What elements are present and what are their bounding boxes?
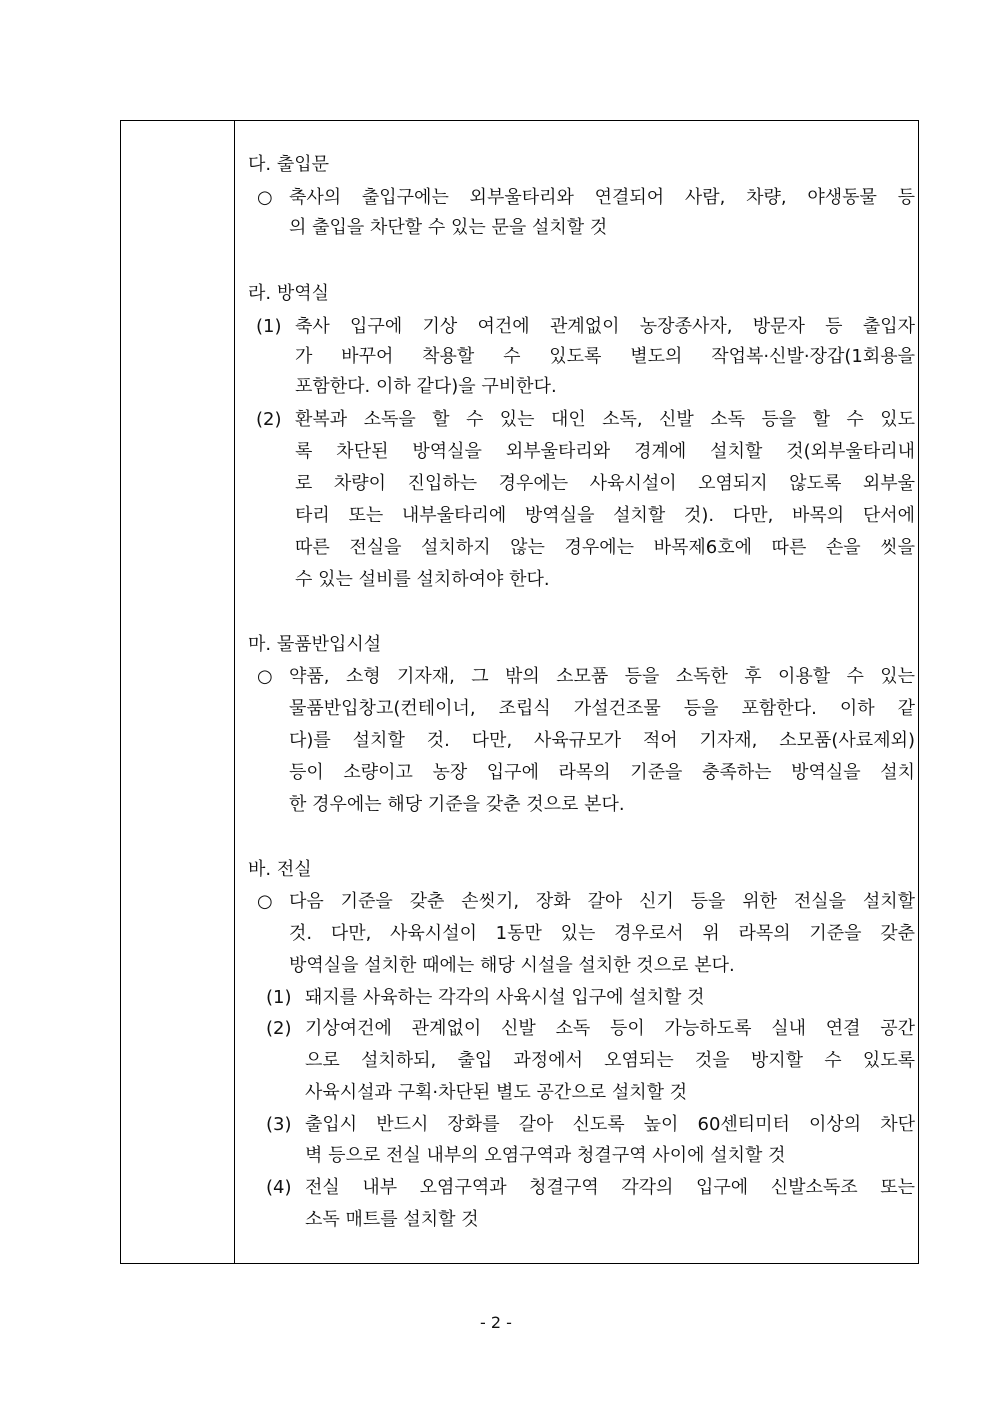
text-line: 으로 설치하되, 출입 과정에서 오염되는 것을 방지할 수 있도록	[305, 1050, 915, 1071]
text-line: 물품반입창고(컨테이너, 조립식 가설건조물 등을 포함한다. 이하 같	[289, 698, 915, 719]
item-number: (1)	[266, 987, 292, 1008]
item-number: (2)	[266, 1018, 292, 1039]
bullet-icon: ○	[257, 666, 273, 687]
text-line: 환복과 소독을 할 수 있는 대인 소독, 신발 소독 등을 할 수 있도	[295, 409, 915, 430]
page-number: - 2 -	[480, 1313, 512, 1332]
heading-goods-intake-facility: 마. 물품반입시설	[248, 634, 382, 655]
heading-quarantine-room: 라. 방역실	[248, 283, 329, 304]
text-line: 수 있는 설비를 설치하여야 한다.	[295, 569, 550, 590]
text-line: 전실 내부 오염구역과 청결구역 각각의 입구에 신발소독조 또는	[305, 1177, 915, 1198]
text-line: 약품, 소형 기자재, 그 밖의 소모품 등을 소독한 후 이용할 수 있는	[289, 666, 915, 687]
text-line: 타리 또는 내부울타리에 방역실을 설치할 것). 다만, 바목의 단서에	[295, 505, 915, 526]
item-number: (1)	[256, 316, 282, 337]
item-number: (4)	[266, 1177, 292, 1198]
text-line: 기상여건에 관계없이 신발 소독 등이 가능하도록 실내 연결 공간	[305, 1018, 915, 1039]
bullet-icon: ○	[257, 187, 273, 208]
text-line: 로 차량이 진입하는 경우에는 사육시설이 오염되지 않도록 외부울	[295, 473, 915, 494]
item-number: (3)	[266, 1114, 292, 1135]
text-line: 소독 매트를 설치할 것	[305, 1209, 479, 1230]
text-line: 포함한다. 이하 같다)을 구비한다.	[295, 376, 557, 397]
text-line: 사육시설과 구획·차단된 별도 공간으로 설치할 것	[305, 1082, 688, 1103]
text-line: 방역실을 설치한 때에는 해당 시설을 설치한 것으로 본다.	[289, 955, 735, 976]
heading-anteroom: 바. 전실	[248, 859, 312, 880]
text-line: 벽 등으로 전실 내부의 오염구역과 청결구역 사이에 설치할 것	[305, 1145, 786, 1166]
text-line: 것. 다만, 사육시설이 1동만 있는 경우로서 위 라목의 기준을 갖춘	[289, 923, 915, 944]
bullet-icon: ○	[257, 891, 273, 912]
text-line: 출입시 반드시 장화를 갈아 신도록 높이 60센티미터 이상의 차단	[305, 1114, 915, 1135]
text-line: 의 출입을 차단할 수 있는 문을 설치할 것	[289, 217, 608, 238]
item-number: (2)	[256, 409, 282, 430]
text-line: 한 경우에는 해당 기준을 갖춘 것으로 본다.	[289, 794, 625, 815]
text-line: 록 차단된 방역실을 외부울타리와 경계에 설치할 것(외부울타리내	[295, 441, 915, 462]
text-line: 다음 기준을 갖춘 손씻기, 장화 갈아 신기 등을 위한 전실을 설치할	[289, 891, 915, 912]
text-line: 다)를 설치할 것. 다만, 사육규모가 적어 기자재, 소모품(사료제외)	[289, 730, 915, 751]
heading-entrance-gate: 다. 출입문	[248, 154, 329, 175]
text-line: 따른 전실을 설치하지 않는 경우에는 바목제6호에 따른 손을 씻을	[295, 537, 915, 558]
text-line: 등이 소량이고 농장 입구에 라목의 기준을 충족하는 방역실을 설치	[289, 762, 915, 783]
text-line: 돼지를 사육하는 각각의 사육시설 입구에 설치할 것	[305, 987, 705, 1008]
text-line: 축사 입구에 기상 여건에 관계없이 농장종사자, 방문자 등 출입자	[295, 316, 915, 337]
text-line: 축사의 출입구에는 외부울타리와 연결되어 사람, 차량, 야생동물 등	[289, 187, 915, 208]
text-line: 가 바꾸어 착용할 수 있도록 별도의 작업복·신발·장갑(1회용을	[295, 346, 915, 367]
